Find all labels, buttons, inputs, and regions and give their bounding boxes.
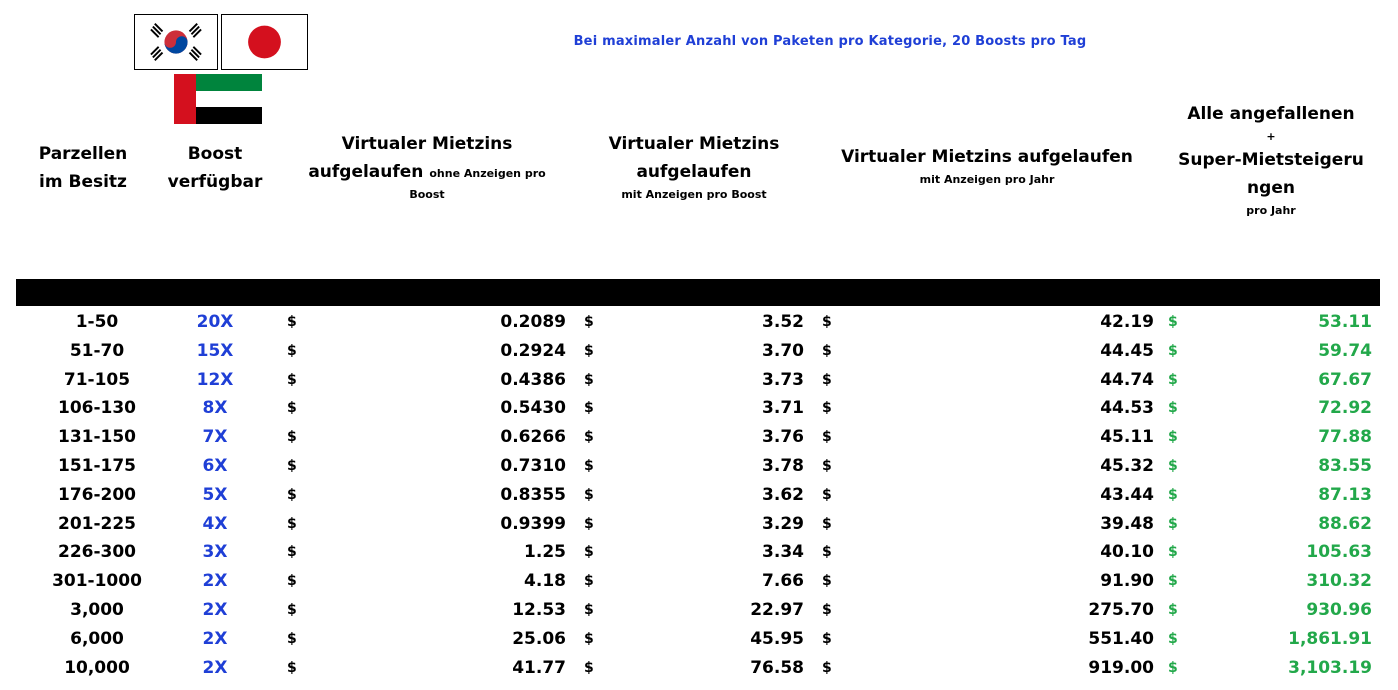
mietzins-mit-anzeigen-cell: 3.52: [762, 312, 804, 332]
mietzins-ohne-anzeigen-cell: 12.53: [512, 599, 566, 620]
header-col6-line3: Super-Mietsteigeru: [1178, 150, 1364, 170]
table-row: [0, 394, 1398, 423]
currency-symbol: $: [822, 630, 832, 647]
header-col5-line2: mit Anzeigen pro Jahr: [919, 173, 1055, 186]
table-row: [0, 625, 1398, 654]
mietzins-ohne-anzeigen-cell: 0.7310: [500, 455, 566, 476]
boost-cell: 2X: [202, 628, 228, 649]
mietzins-ohne-anzeigen-cell: 0.2089: [500, 312, 566, 332]
currency-symbol: $: [1168, 659, 1178, 676]
parzellen-cell: 176-200: [57, 484, 137, 505]
mietzins-ohne-anzeigen-cell: 41.77: [512, 657, 566, 678]
currency-symbol: $: [287, 342, 297, 359]
currency-symbol: $: [287, 457, 297, 474]
alle-angefallenen-cell: 3,103.19: [1288, 657, 1372, 678]
header-col6-line1: Alle angefallenen: [1187, 104, 1355, 124]
header-parzellen: [22, 140, 144, 196]
currency-symbol: $: [822, 544, 832, 561]
header-col4-line3: mit Anzeigen pro Boost: [621, 188, 767, 201]
currency-symbol: $: [584, 630, 594, 647]
currency-symbol: $: [584, 342, 594, 359]
currency-symbol: $: [1168, 486, 1178, 503]
mietzins-pro-jahr-cell: 45.11: [1100, 427, 1154, 448]
currency-symbol: $: [584, 371, 594, 388]
mietzins-ohne-anzeigen-cell: 4.18: [524, 571, 566, 592]
currency-symbol: $: [584, 573, 594, 590]
currency-symbol: $: [584, 659, 594, 676]
header-col6-line4: ngen: [1247, 178, 1295, 198]
header-col4-line1: Virtualer Mietzins: [608, 134, 780, 154]
table-row: [0, 567, 1398, 596]
boost-cell: 3X: [202, 542, 228, 563]
mietzins-pro-jahr-cell: 45.32: [1100, 455, 1154, 476]
header-parzellen-line2: im Besitz: [39, 172, 127, 192]
currency-symbol: $: [287, 515, 297, 532]
mietzins-pro-jahr-cell: 44.53: [1100, 398, 1154, 419]
parzellen-cell: 51-70: [69, 340, 125, 361]
parzellen-cell: 71-105: [63, 369, 131, 390]
table-row: [0, 366, 1398, 395]
alle-angefallenen-cell: 72.92: [1318, 398, 1372, 419]
header-col5-line1: Virtualer Mietzins aufgelaufen: [841, 147, 1133, 167]
mietzins-mit-anzeigen-cell: 3.70: [762, 340, 804, 361]
currency-symbol: $: [1168, 400, 1178, 417]
header-col3-line2-small: ohne Anzeigen pro: [429, 167, 546, 180]
parzellen-cell: 6,000: [70, 628, 124, 649]
header-divider-bar: [16, 279, 1380, 306]
alle-angefallenen-cell: 83.55: [1318, 455, 1372, 476]
page-subtitle: Bei maximaler Anzahl von Paketen pro Kategorie, 20 Boosts pro Tag: [573, 34, 1087, 49]
alle-angefallenen-cell: 105.63: [1306, 542, 1372, 563]
parzellen-cell: 226-300: [57, 542, 137, 563]
header-boost: [152, 140, 278, 196]
header-col3-line1: Virtualer Mietzins: [341, 134, 513, 154]
table-row: [0, 423, 1398, 452]
alle-angefallenen-cell: 930.96: [1306, 599, 1372, 620]
south-korea-flag: [134, 14, 218, 70]
alle-angefallenen-cell: 53.11: [1318, 312, 1372, 332]
table-row: [0, 452, 1398, 481]
currency-symbol: $: [584, 515, 594, 532]
parzellen-cell: 201-225: [57, 513, 137, 534]
parzellen-cell: 1-50: [75, 312, 119, 332]
header-col6-line5: pro Jahr: [1246, 204, 1296, 217]
currency-symbol: $: [287, 659, 297, 676]
mietzins-mit-anzeigen-cell: 3.71: [762, 398, 804, 419]
currency-symbol: $: [287, 371, 297, 388]
mietzins-ohne-anzeigen-cell: 1.25: [524, 542, 566, 563]
currency-symbol: $: [822, 371, 832, 388]
currency-symbol: $: [584, 601, 594, 618]
boost-cell: 15X: [196, 340, 234, 361]
mietzins-pro-jahr-cell: 44.45: [1100, 340, 1154, 361]
parzellen-cell: 106-130: [57, 398, 137, 419]
japan-flag: [221, 14, 308, 70]
mietzins-ohne-anzeigen-cell: 0.9399: [500, 513, 566, 534]
table-row: [0, 337, 1398, 366]
currency-symbol: $: [584, 486, 594, 503]
currency-symbol: $: [1168, 544, 1178, 561]
currency-symbol: $: [584, 544, 594, 561]
header-col3-line2: aufgelaufen: [308, 162, 424, 182]
currency-symbol: $: [1168, 429, 1178, 446]
currency-symbol: $: [822, 659, 832, 676]
mietzins-mit-anzeigen-cell: 76.58: [750, 657, 804, 678]
currency-symbol: $: [1168, 371, 1178, 388]
currency-symbol: $: [822, 515, 832, 532]
header-col3-line3: Boost: [409, 188, 445, 201]
currency-symbol: $: [1168, 342, 1178, 359]
currency-symbol: $: [822, 429, 832, 446]
currency-symbol: $: [1168, 573, 1178, 590]
mietzins-pro-jahr-cell: 919.00: [1088, 657, 1154, 678]
mietzins-pro-jahr-cell: 44.74: [1100, 369, 1154, 390]
boost-cell: 2X: [202, 571, 228, 592]
alle-angefallenen-cell: 87.13: [1318, 484, 1372, 505]
alle-angefallenen-cell: 88.62: [1318, 513, 1372, 534]
mietzins-pro-jahr-cell: 43.44: [1100, 484, 1154, 505]
mietzins-mit-anzeigen-cell: 7.66: [762, 571, 804, 592]
header-mietzins-mit-anzeigen: [584, 130, 804, 204]
mietzins-pro-jahr-cell: 39.48: [1100, 513, 1154, 534]
mietzins-mit-anzeigen-cell: 3.34: [762, 542, 804, 563]
currency-symbol: $: [1168, 314, 1178, 330]
boost-cell: 8X: [202, 398, 228, 419]
currency-symbol: $: [584, 314, 594, 330]
currency-symbol: $: [287, 400, 297, 417]
header-parzellen-line1: Parzellen: [38, 144, 128, 164]
alle-angefallenen-cell: 1,861.91: [1288, 628, 1372, 649]
mietzins-ohne-anzeigen-cell: 25.06: [512, 628, 566, 649]
alle-angefallenen-cell: 67.67: [1318, 369, 1372, 390]
alle-angefallenen-cell: 59.74: [1318, 340, 1372, 361]
header-alle-angefallenen: [1160, 100, 1382, 220]
currency-symbol: $: [287, 429, 297, 446]
currency-symbol: $: [287, 601, 297, 618]
currency-symbol: $: [822, 486, 832, 503]
currency-symbol: $: [287, 573, 297, 590]
currency-symbol: $: [822, 314, 832, 330]
table-row: [0, 308, 1398, 337]
header-boost-line2: verfügbar: [167, 172, 263, 192]
currency-symbol: $: [287, 486, 297, 503]
header-mietzins-ohne-anzeigen: [282, 130, 572, 204]
currency-symbol: $: [287, 544, 297, 561]
header-boost-line1: Boost: [187, 144, 243, 164]
currency-symbol: $: [287, 630, 297, 647]
currency-symbol: $: [1168, 601, 1178, 618]
alle-angefallenen-cell: 77.88: [1318, 427, 1372, 448]
mietzins-ohne-anzeigen-cell: 0.4386: [500, 369, 566, 390]
mietzins-pro-jahr-cell: 42.19: [1100, 312, 1154, 332]
table-row: [0, 538, 1398, 567]
currency-symbol: $: [1168, 515, 1178, 532]
mietzins-ohne-anzeigen-cell: 0.8355: [500, 484, 566, 505]
boost-cell: 6X: [202, 455, 228, 476]
parzellen-cell: 131-150: [57, 427, 137, 448]
mietzins-ohne-anzeigen-cell: 0.2924: [500, 340, 566, 361]
currency-symbol: $: [1168, 630, 1178, 647]
mietzins-mit-anzeigen-cell: 3.29: [762, 513, 804, 534]
table-row: [0, 654, 1398, 683]
alle-angefallenen-cell: 310.32: [1306, 571, 1372, 592]
parzellen-cell: 10,000: [64, 657, 130, 678]
currency-symbol: $: [584, 429, 594, 446]
header-col6-plus: +: [1266, 130, 1276, 143]
mietzins-mit-anzeigen-cell: 3.62: [762, 484, 804, 505]
currency-symbol: $: [822, 457, 832, 474]
boost-cell: 4X: [202, 513, 228, 534]
currency-symbol: $: [822, 573, 832, 590]
mietzins-mit-anzeigen-cell: 3.78: [762, 455, 804, 476]
table-row: [0, 481, 1398, 510]
boost-cell: 2X: [202, 599, 228, 620]
data-table: [0, 308, 1398, 682]
mietzins-pro-jahr-cell: 551.40: [1088, 628, 1154, 649]
currency-symbol: $: [584, 400, 594, 417]
parzellen-cell: 3,000: [70, 599, 124, 620]
parzellen-cell: 301-1000: [52, 571, 142, 592]
mietzins-pro-jahr-cell: 91.90: [1100, 571, 1154, 592]
mietzins-mit-anzeigen-cell: 3.73: [762, 369, 804, 390]
mietzins-ohne-anzeigen-cell: 0.5430: [500, 398, 566, 419]
boost-cell: 5X: [202, 484, 228, 505]
mietzins-pro-jahr-cell: 275.70: [1088, 599, 1154, 620]
uae-flag: [174, 74, 262, 124]
boost-cell: 7X: [202, 427, 228, 448]
mietzins-ohne-anzeigen-cell: 0.6266: [500, 427, 566, 448]
currency-symbol: $: [822, 342, 832, 359]
mietzins-mit-anzeigen-cell: 3.76: [762, 427, 804, 448]
boost-cell: 20X: [196, 312, 234, 332]
currency-symbol: $: [287, 314, 297, 330]
currency-symbol: $: [822, 400, 832, 417]
currency-symbol: $: [584, 457, 594, 474]
header-mietzins-pro-jahr: [814, 143, 1160, 189]
mietzins-mit-anzeigen-cell: 45.95: [750, 628, 804, 649]
header-col4-line2: aufgelaufen: [636, 162, 752, 182]
table-row: [0, 510, 1398, 539]
parzellen-cell: 151-175: [57, 455, 137, 476]
currency-symbol: $: [1168, 457, 1178, 474]
table-row: [0, 596, 1398, 625]
boost-cell: 12X: [196, 369, 234, 390]
mietzins-mit-anzeigen-cell: 22.97: [750, 599, 804, 620]
mietzins-pro-jahr-cell: 40.10: [1100, 542, 1154, 563]
currency-symbol: $: [822, 601, 832, 618]
boost-cell: 2X: [202, 657, 228, 678]
